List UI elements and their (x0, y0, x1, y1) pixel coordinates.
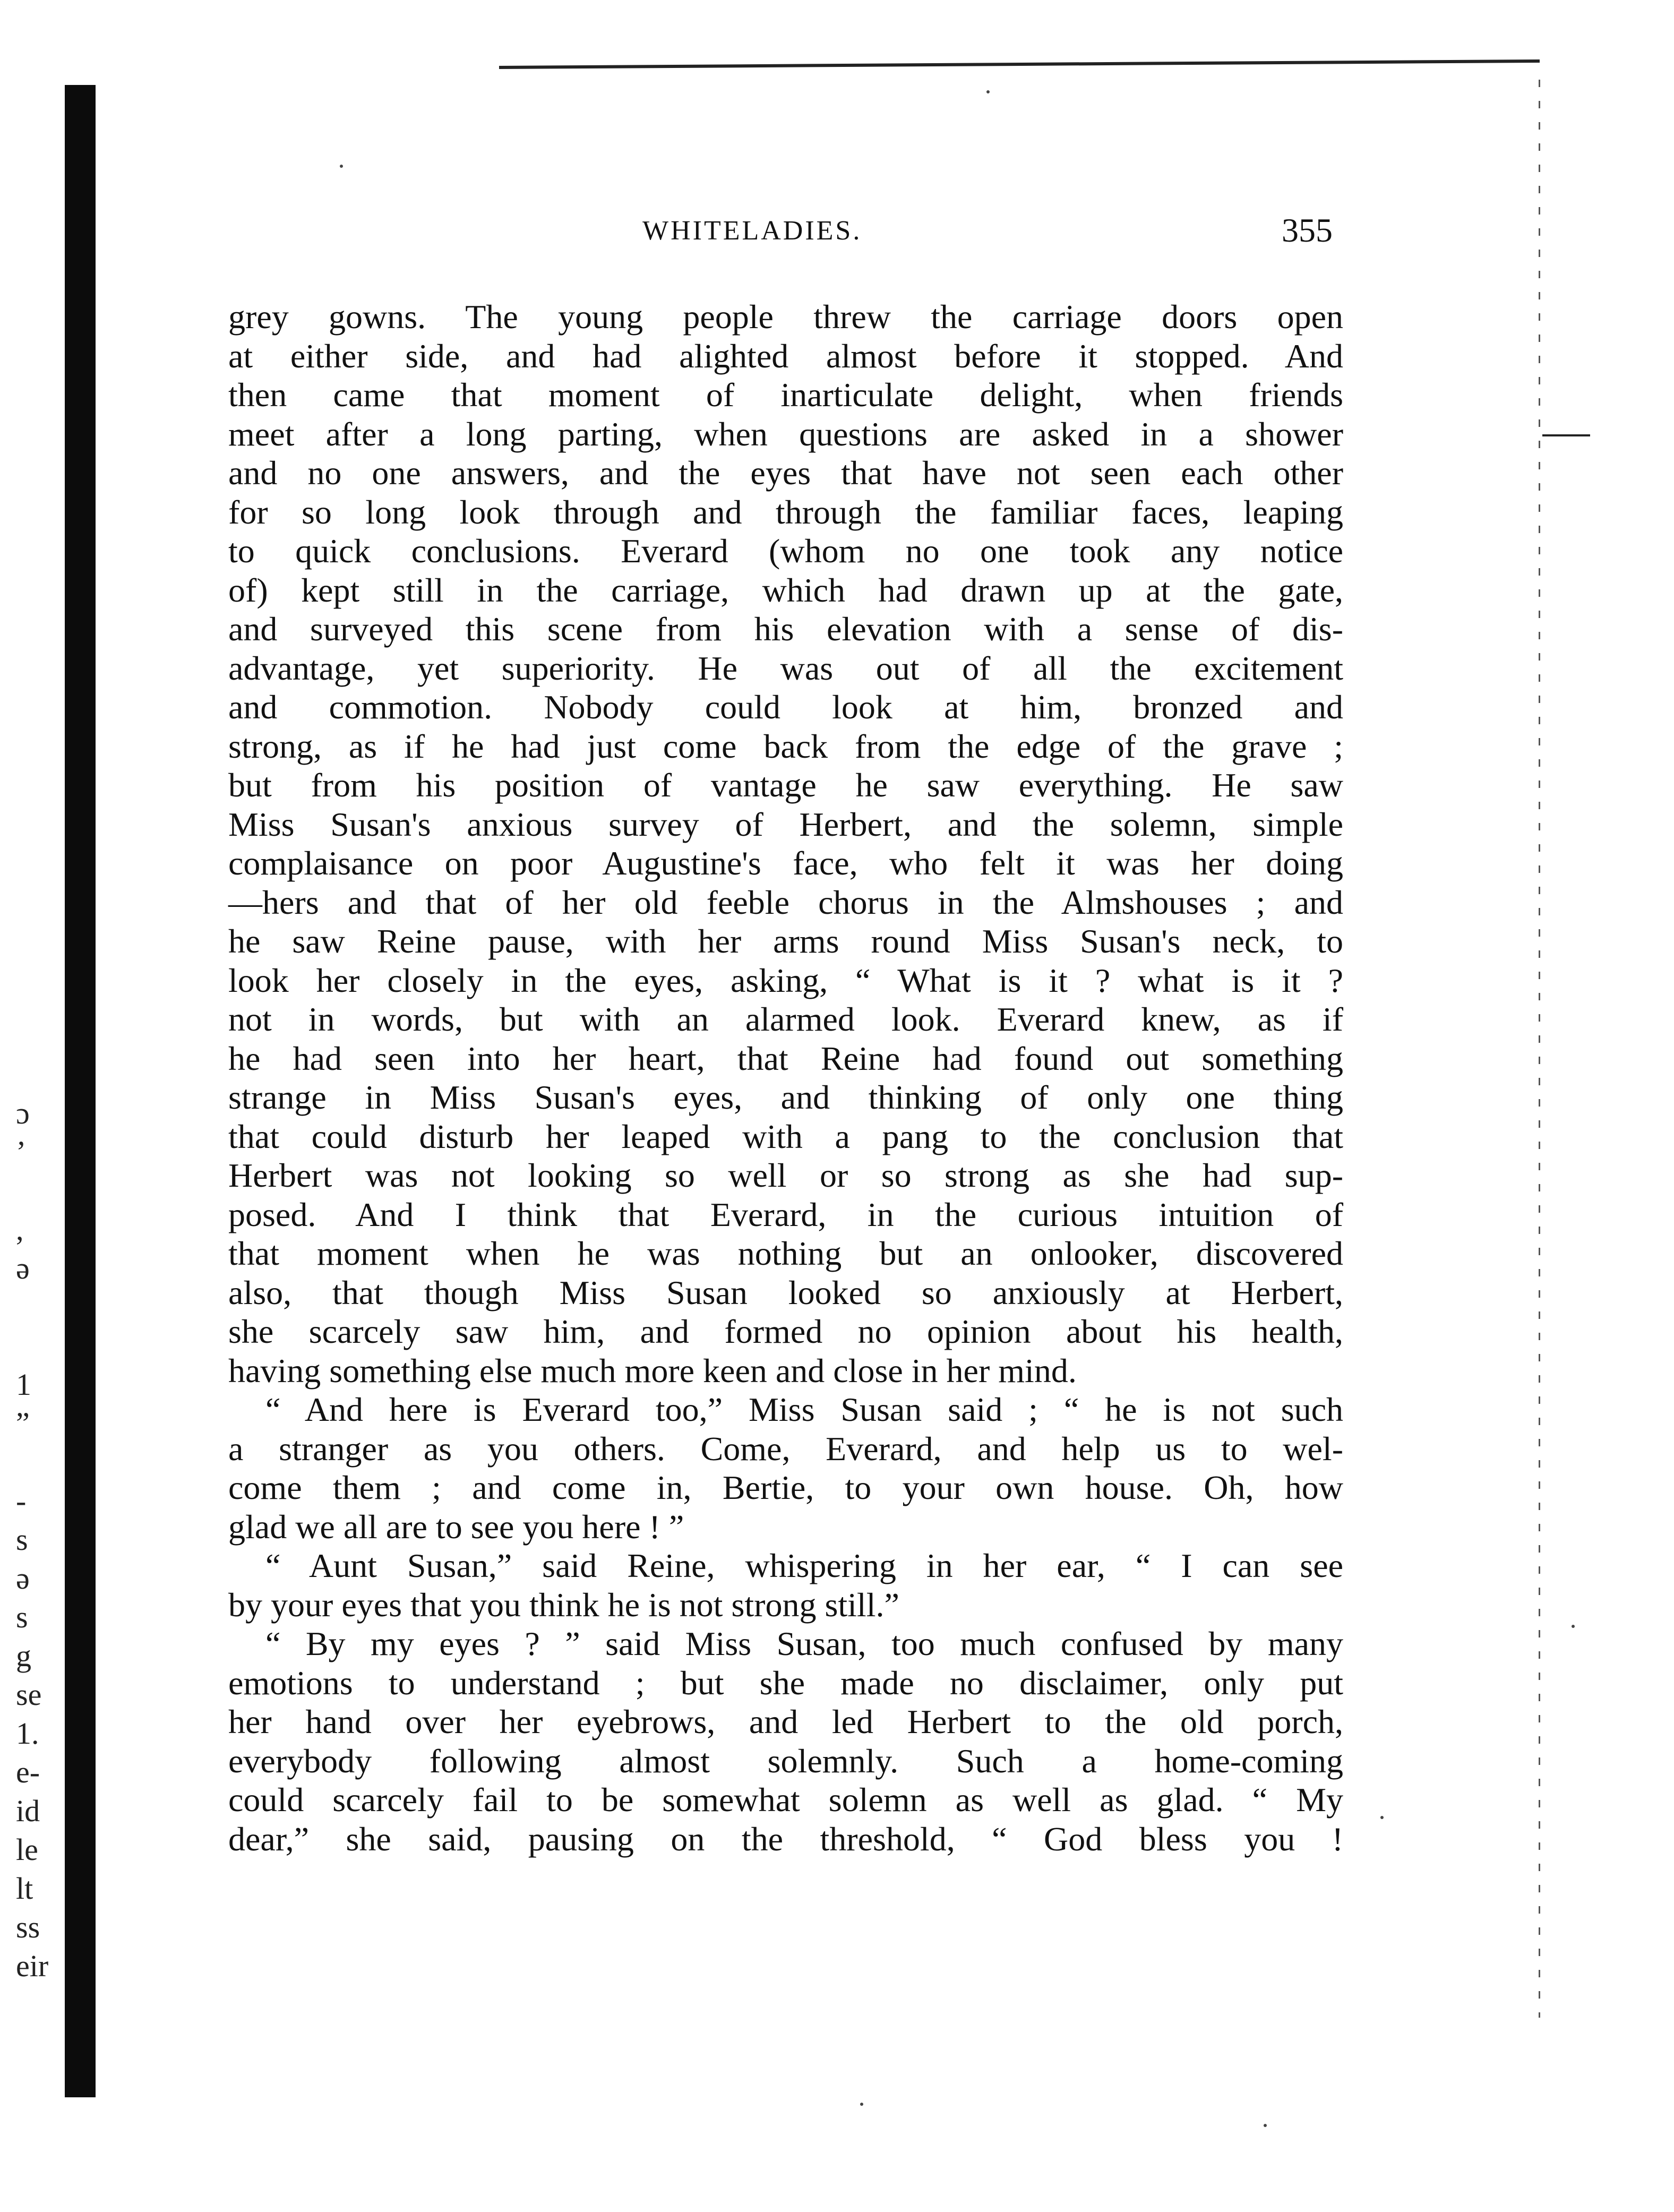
text-line: —hers and that of her old feeble chorus in the Almshouses ; and (228, 883, 1343, 921)
text-line: also, that though Miss Susan looked so anxiously at Herbert, (228, 1273, 1343, 1311)
text-line: that could disturb her leaped with a pang to the conclusion that (228, 1117, 1343, 1155)
text-line: by your eyes that you think he is not strong still.” (228, 1585, 899, 1624)
text-line: “ Aunt Susan,” said Reine, whispering in her ear, “ I can see (265, 1547, 1343, 1584)
text-line: glad we all are to see you here ! ” (228, 1507, 684, 1546)
print-speck (340, 165, 343, 168)
bleed-fragment (16, 1443, 64, 1481)
print-speck (1572, 1625, 1575, 1628)
body-text (228, 297, 1343, 1858)
text-line: strange in Miss Susan's eyes, and thinking of only one thing (228, 1078, 1343, 1116)
top-border-rule (499, 59, 1540, 69)
page-number: 355 (1282, 211, 1333, 249)
bleed-fragment (16, 1171, 64, 1210)
bleed-fragment: s (16, 1522, 28, 1557)
text-line: of) kept still in the carriage, which had drawn up at the gate, (228, 571, 1343, 609)
side-rule-mark (1542, 434, 1590, 436)
text-line: come them ; and come in, Bertie, to your own house. Oh, how (228, 1469, 1343, 1506)
text-line: strong, as if he had just come back from the edge of the grave ; (228, 727, 1343, 765)
text-line: dear,” she said, pausing on the threshold, “ God bless you ! (228, 1820, 1343, 1858)
bleed-fragment: 1 (16, 1367, 31, 1402)
binding-shadow (65, 85, 96, 2097)
text-line: he had seen into her heart, that Reine had found out something (228, 1039, 1343, 1077)
bleed-fragment: g (16, 1639, 31, 1673)
right-page-edge (1539, 80, 1540, 2018)
bleed-fragment: e- (16, 1755, 40, 1789)
text-line: posed. And I think that Everard, in the curious intuition of (228, 1195, 1343, 1233)
text-line: “ By my eyes ? ” said Miss Susan, too much confused by many (265, 1625, 1343, 1662)
text-line: “ And here is Everard too,” Miss Susan said ; “ he is not such (265, 1391, 1343, 1428)
text-line: he saw Reine pause, with her arms round Miss Susan's neck, to (228, 922, 1343, 960)
print-speck (1380, 1816, 1384, 1819)
text-line: a stranger as you others. Come, Everard, and help us to wel- (228, 1429, 1343, 1468)
bleed-fragment (16, 1288, 64, 1326)
text-line: she scarcely saw him, and formed no opinion about his health, (228, 1313, 1343, 1350)
text-line: to quick conclusions. Everard (whom no one took any notice (228, 532, 1343, 570)
bleed-fragment: id (16, 1794, 40, 1828)
text-line: having something else much more keen and close in her mind. (228, 1351, 1077, 1390)
bleed-fragment: ss (16, 1910, 40, 1944)
bleed-fragment: ə (16, 1561, 30, 1596)
bleed-fragment: se (16, 1677, 42, 1712)
text-line: not in words, but with an alarmed look. Everard knew, as if (228, 1000, 1343, 1038)
text-line: but from his position of vantage he saw everything. He saw (228, 766, 1343, 804)
text-line: grey gowns. The young people threw the carriage doors open (228, 298, 1343, 336)
text-line: for so long look through and through the familiar faces, leaping (228, 493, 1343, 531)
text-line: emotions to understand ; but she made no disclaimer, only put (228, 1664, 1343, 1702)
bleed-fragment: s (16, 1600, 28, 1634)
bleed-fragment: ” (16, 1406, 30, 1441)
bleed-fragment: - (16, 1484, 27, 1518)
text-line: that moment when he was nothing but an onlooker, discovered (228, 1234, 1343, 1272)
text-line: look her closely in the eyes, asking, “ What is it ? what is it ? (228, 961, 1343, 999)
bleed-fragment: eir (16, 1949, 49, 1983)
bleed-fragment (16, 1326, 64, 1365)
bleed-fragment: ɔ (16, 1096, 30, 1130)
text-line: her hand over her eyebrows, and led Herbert to the old porch, (228, 1703, 1343, 1741)
text-line: Miss Susan's anxious survey of Herbert, and the solemn, simple (228, 805, 1343, 843)
text-line: advantage, yet superiority. He was out of all the excitement (228, 649, 1343, 687)
print-speck (986, 90, 990, 93)
text-line: and surveyed this scene from his elevation with a sense of dis- (228, 610, 1343, 648)
bleed-fragment: ’ (16, 1135, 27, 1169)
print-speck (860, 2103, 863, 2106)
running-title: WHITELADIES. (642, 216, 862, 246)
text-line: complaisance on poor Augustine's face, who felt it was her doing (228, 844, 1343, 882)
bleed-fragment: le (16, 1832, 38, 1867)
text-line: everybody following almost solemnly. Such a home-coming (228, 1742, 1343, 1780)
text-line: and commotion. Nobody could look at him, bronzed and (228, 688, 1343, 726)
bleed-fragment: lt (16, 1871, 33, 1906)
print-speck (1264, 2124, 1267, 2127)
text-line: meet after a long parting, when questions are asked in a shower (228, 415, 1343, 453)
text-line: and no one answers, and the eyes that have not seen each other (228, 454, 1343, 492)
bleed-fragment: , (16, 1212, 24, 1247)
text-line: could scarcely fail to be somewhat solemn as well as glad. “ My (228, 1781, 1343, 1819)
facing-page-bleed (16, 1094, 64, 1985)
text-line: at either side, and had alighted almost before it stopped. And (228, 337, 1343, 375)
bleed-fragment: ə (16, 1251, 30, 1285)
text-line: Herbert was not looking so well or so strong as she had sup- (228, 1156, 1343, 1194)
running-head (228, 211, 1333, 258)
bleed-fragment: 1. (16, 1716, 39, 1751)
text-line: then came that moment of inarticulate delight, when friends (228, 376, 1343, 414)
